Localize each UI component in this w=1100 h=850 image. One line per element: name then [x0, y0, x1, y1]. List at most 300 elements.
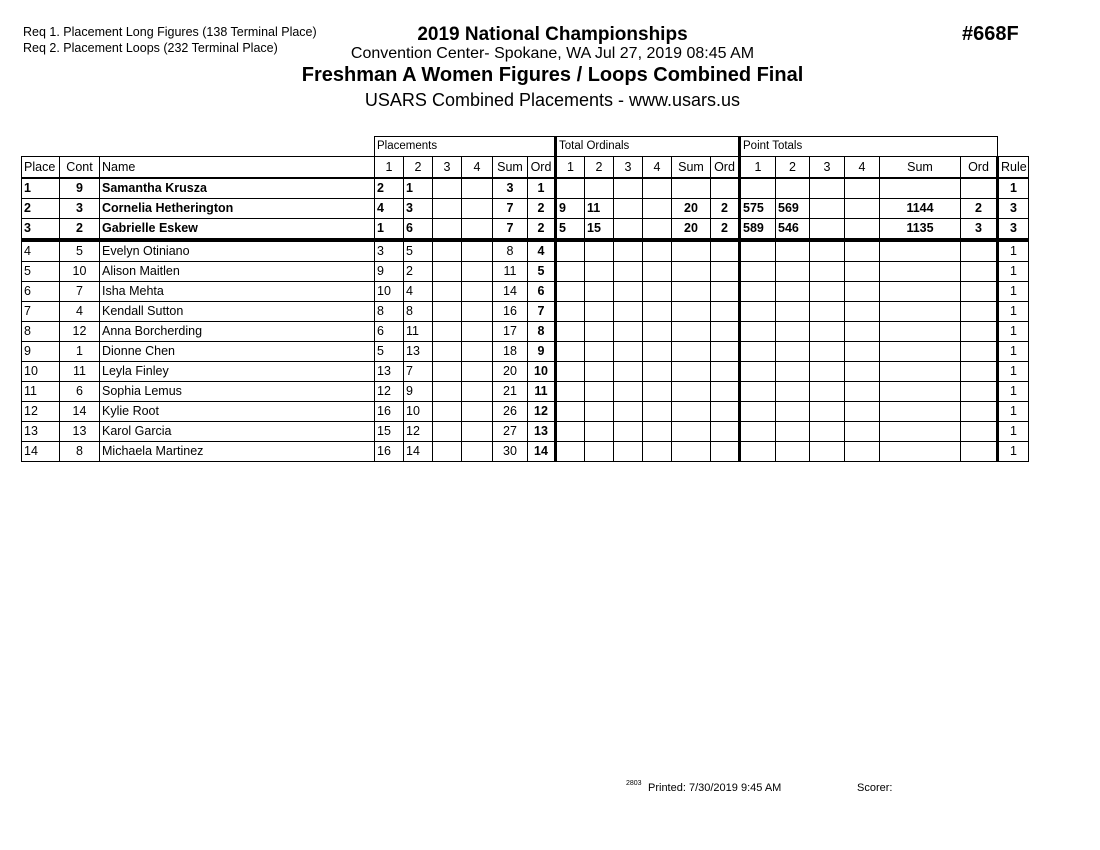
requirement-1: Req 1. Placement Long Figures (138 Terminal Place) [23, 25, 317, 39]
placement-cell [462, 362, 493, 382]
col-ordinal-sum: Sum [672, 157, 711, 179]
placement-sum: 27 [493, 422, 528, 442]
points-cell [810, 402, 845, 422]
ordinal-sum [672, 362, 711, 382]
ordinal-cell [643, 402, 672, 422]
placement-cell: 4 [375, 199, 404, 219]
points-cell [740, 322, 776, 342]
points-cell [845, 178, 880, 199]
points-cell [845, 240, 880, 262]
points-cell [776, 382, 810, 402]
placement-cell: 3 [404, 199, 433, 219]
placement-cell [462, 240, 493, 262]
placement-ord: 13 [528, 422, 556, 442]
points-cell [810, 240, 845, 262]
placement-cell: 7 [404, 362, 433, 382]
placement-cell: 5 [404, 240, 433, 262]
placement-cell [433, 442, 462, 462]
ordinal-cell [614, 199, 643, 219]
ordinal-cell [556, 282, 585, 302]
place-cell: 11 [22, 382, 60, 402]
col-points-4: 4 [845, 157, 880, 179]
points-cell [845, 342, 880, 362]
points-ord [961, 342, 998, 362]
ordinal-cell [556, 402, 585, 422]
points-sum [880, 262, 961, 282]
place-cell: 2 [22, 199, 60, 219]
points-cell [810, 219, 845, 241]
ordinal-cell [556, 240, 585, 262]
placement-sum: 26 [493, 402, 528, 422]
placement-sum: 16 [493, 302, 528, 322]
ordinal-cell [643, 362, 672, 382]
col-placement-3: 3 [433, 157, 462, 179]
points-ord: 3 [961, 219, 998, 241]
ordinal-cell [585, 362, 614, 382]
footer-stamp: 2803 [626, 780, 642, 787]
cont-cell: 6 [60, 382, 100, 402]
scorer-label: Scorer: [857, 782, 893, 794]
placement-cell [462, 178, 493, 199]
cont-cell: 1 [60, 342, 100, 362]
points-cell [845, 402, 880, 422]
points-cell [740, 262, 776, 282]
placement-cell [433, 302, 462, 322]
table-row [22, 240, 1029, 262]
placement-sum: 17 [493, 322, 528, 342]
points-ord [961, 322, 998, 342]
ordinal-sum [672, 178, 711, 199]
ordinal-cell [614, 422, 643, 442]
cont-cell: 13 [60, 422, 100, 442]
table-row [22, 219, 1029, 241]
col-cont: Cont [60, 157, 100, 179]
col-placement-2: 2 [404, 157, 433, 179]
points-cell [776, 322, 810, 342]
points-sum [880, 382, 961, 402]
skater-name: Gabrielle Eskew [100, 219, 375, 241]
cont-cell: 11 [60, 362, 100, 382]
points-ord [961, 362, 998, 382]
skater-name: Dionne Chen [100, 342, 375, 362]
skater-name: Anna Borcherding [100, 322, 375, 342]
ordinal-sum [672, 322, 711, 342]
placement-cell: 9 [404, 382, 433, 402]
placement-ord: 7 [528, 302, 556, 322]
ordinal-cell [643, 382, 672, 402]
points-cell [776, 402, 810, 422]
rule-cell: 1 [998, 342, 1029, 362]
placement-sum: 8 [493, 240, 528, 262]
points-cell [776, 442, 810, 462]
cont-cell: 4 [60, 302, 100, 322]
points-ord [961, 178, 998, 199]
ordinal-cell [556, 382, 585, 402]
placement-cell: 10 [375, 282, 404, 302]
points-sum: 1144 [880, 199, 961, 219]
ordinal-ord [711, 282, 740, 302]
placement-ord: 2 [528, 199, 556, 219]
place-cell: 10 [22, 362, 60, 382]
table-row [22, 382, 1029, 402]
ordinal-sum [672, 342, 711, 362]
table-row [22, 422, 1029, 442]
place-cell: 14 [22, 442, 60, 462]
ordinal-ord [711, 178, 740, 199]
ordinal-cell [643, 178, 672, 199]
group-point-totals: Point Totals [740, 137, 998, 157]
points-ord [961, 442, 998, 462]
points-cell [810, 199, 845, 219]
table-row [22, 342, 1029, 362]
table-row [22, 402, 1029, 422]
points-ord [961, 262, 998, 282]
ordinal-cell [585, 382, 614, 402]
skater-name: Isha Mehta [100, 282, 375, 302]
placement-cell: 10 [404, 402, 433, 422]
ordinal-cell [585, 240, 614, 262]
ordinal-sum [672, 402, 711, 422]
table-row [22, 282, 1029, 302]
placement-cell: 13 [404, 342, 433, 362]
placement-cell: 11 [404, 322, 433, 342]
ordinal-ord [711, 402, 740, 422]
placement-sum: 7 [493, 219, 528, 241]
table-row [22, 322, 1029, 342]
cont-cell: 7 [60, 282, 100, 302]
ordinal-cell [556, 262, 585, 282]
points-sum [880, 282, 961, 302]
ordinal-sum [672, 442, 711, 462]
points-cell [740, 402, 776, 422]
points-sum [880, 422, 961, 442]
ordinal-cell [556, 342, 585, 362]
points-sum [880, 322, 961, 342]
col-ordinal-3: 3 [614, 157, 643, 179]
placement-cell [433, 262, 462, 282]
points-cell [740, 362, 776, 382]
points-cell [740, 422, 776, 442]
requirement-2: Req 2. Placement Loops (232 Terminal Place) [23, 41, 278, 55]
placement-cell [462, 262, 493, 282]
placement-cell: 9 [375, 262, 404, 282]
ordinal-cell [585, 402, 614, 422]
points-cell [776, 302, 810, 322]
ordinal-sum [672, 240, 711, 262]
rule-cell: 1 [998, 322, 1029, 342]
placement-cell: 15 [375, 422, 404, 442]
points-cell [810, 282, 845, 302]
col-points-1: 1 [740, 157, 776, 179]
col-ordinal-2: 2 [585, 157, 614, 179]
skater-name: Cornelia Hetherington [100, 199, 375, 219]
rule-cell: 3 [998, 219, 1029, 241]
points-cell [845, 302, 880, 322]
placement-cell [462, 442, 493, 462]
group-placements: Placements [375, 137, 556, 157]
skater-name: Evelyn Otiniano [100, 240, 375, 262]
placement-cell [433, 282, 462, 302]
ordinal-cell [614, 219, 643, 241]
points-cell [845, 442, 880, 462]
col-points-2: 2 [776, 157, 810, 179]
placement-cell [462, 302, 493, 322]
placement-cell [462, 382, 493, 402]
table-row [22, 442, 1029, 462]
ordinal-cell [585, 342, 614, 362]
ordinal-cell [556, 362, 585, 382]
points-cell: 569 [776, 199, 810, 219]
points-cell [776, 342, 810, 362]
place-cell: 7 [22, 302, 60, 322]
placement-ord: 14 [528, 442, 556, 462]
ordinal-sum [672, 382, 711, 402]
group-total-ordinals: Total Ordinals [556, 137, 740, 157]
place-cell: 13 [22, 422, 60, 442]
points-ord [961, 240, 998, 262]
placement-cell: 2 [375, 178, 404, 199]
placement-ord: 2 [528, 219, 556, 241]
points-cell [845, 199, 880, 219]
ordinal-ord [711, 382, 740, 402]
skater-name: Kendall Sutton [100, 302, 375, 322]
cont-cell: 9 [60, 178, 100, 199]
event-number: #668F [962, 23, 1019, 45]
placement-sum: 20 [493, 362, 528, 382]
ordinal-cell [643, 422, 672, 442]
ordinal-cell [585, 282, 614, 302]
ordinal-cell [556, 302, 585, 322]
points-cell [810, 342, 845, 362]
table-row [22, 178, 1029, 199]
placement-ord: 12 [528, 402, 556, 422]
points-cell [810, 422, 845, 442]
points-sum [880, 178, 961, 199]
points-cell [810, 178, 845, 199]
ordinal-cell [643, 240, 672, 262]
ordinal-sum: 20 [672, 219, 711, 241]
ordinal-ord [711, 262, 740, 282]
col-name: Name [100, 157, 375, 179]
ordinal-cell [556, 422, 585, 442]
ordinal-ord [711, 342, 740, 362]
ordinal-cell [643, 262, 672, 282]
placement-cell: 6 [404, 219, 433, 241]
table-row [22, 262, 1029, 282]
points-cell [810, 362, 845, 382]
points-cell [845, 422, 880, 442]
points-cell [845, 322, 880, 342]
ordinal-cell [614, 282, 643, 302]
ordinal-cell [614, 302, 643, 322]
ordinal-cell [643, 442, 672, 462]
ordinal-cell [585, 302, 614, 322]
points-cell [776, 240, 810, 262]
points-cell [810, 302, 845, 322]
points-cell [776, 422, 810, 442]
col-points-sum: Sum [880, 157, 961, 179]
placement-cell: 1 [404, 178, 433, 199]
rule-cell: 3 [998, 199, 1029, 219]
ordinal-ord [711, 302, 740, 322]
ordinal-cell: 11 [585, 199, 614, 219]
col-ordinal-ord: Ord [711, 157, 740, 179]
rule-cell: 1 [998, 402, 1029, 422]
column-header-row [22, 157, 1029, 179]
placement-sum: 7 [493, 199, 528, 219]
rule-cell: 1 [998, 382, 1029, 402]
points-cell [776, 362, 810, 382]
ordinal-cell [585, 322, 614, 342]
placement-cell: 8 [404, 302, 433, 322]
col-placement-ord: Ord [528, 157, 556, 179]
place-cell: 4 [22, 240, 60, 262]
placement-sum: 11 [493, 262, 528, 282]
ordinal-cell [614, 240, 643, 262]
points-ord [961, 402, 998, 422]
ordinal-cell [614, 322, 643, 342]
points-ord [961, 422, 998, 442]
place-cell: 1 [22, 178, 60, 199]
ordinal-cell [614, 442, 643, 462]
rule-cell: 1 [998, 178, 1029, 199]
points-sum [880, 342, 961, 362]
ordinal-cell [614, 342, 643, 362]
ordinal-cell: 9 [556, 199, 585, 219]
event-subtitle: USARS Combined Placements - www.usars.us [364, 90, 741, 110]
points-cell [810, 442, 845, 462]
cont-cell: 2 [60, 219, 100, 241]
skater-name: Kylie Root [100, 402, 375, 422]
placement-ord: 6 [528, 282, 556, 302]
points-cell [810, 382, 845, 402]
place-cell: 12 [22, 402, 60, 422]
rule-cell: 1 [998, 262, 1029, 282]
points-cell [845, 282, 880, 302]
ordinal-cell [614, 382, 643, 402]
ordinal-ord [711, 422, 740, 442]
cont-cell: 14 [60, 402, 100, 422]
ordinal-sum [672, 282, 711, 302]
points-cell [740, 302, 776, 322]
placement-ord: 9 [528, 342, 556, 362]
placement-cell [433, 422, 462, 442]
points-cell: 589 [740, 219, 776, 241]
placement-sum: 30 [493, 442, 528, 462]
rule-cell: 1 [998, 422, 1029, 442]
points-cell [845, 362, 880, 382]
col-ordinal-4: 4 [643, 157, 672, 179]
ordinal-cell [614, 362, 643, 382]
placement-sum: 14 [493, 282, 528, 302]
points-cell [810, 262, 845, 282]
placement-cell [462, 322, 493, 342]
skater-name: Samantha Krusza [100, 178, 375, 199]
placement-ord: 4 [528, 240, 556, 262]
placement-cell [462, 199, 493, 219]
col-points-3: 3 [810, 157, 845, 179]
placement-ord: 8 [528, 322, 556, 342]
group-header-row [22, 137, 1029, 157]
col-place: Place [22, 157, 60, 179]
placement-cell [433, 178, 462, 199]
points-cell [810, 322, 845, 342]
ordinal-ord [711, 362, 740, 382]
rule-cell: 1 [998, 442, 1029, 462]
ordinal-ord [711, 240, 740, 262]
ordinal-ord [711, 442, 740, 462]
ordinal-sum [672, 262, 711, 282]
col-ordinal-1: 1 [556, 157, 585, 179]
points-cell [740, 178, 776, 199]
place-cell: 5 [22, 262, 60, 282]
ordinal-cell [614, 262, 643, 282]
col-placement-sum: Sum [493, 157, 528, 179]
points-sum [880, 362, 961, 382]
placement-cell [462, 342, 493, 362]
points-sum [880, 442, 961, 462]
placement-cell: 13 [375, 362, 404, 382]
points-cell [776, 178, 810, 199]
ordinal-cell: 15 [585, 219, 614, 241]
points-cell [776, 282, 810, 302]
placement-cell: 12 [404, 422, 433, 442]
placement-sum: 3 [493, 178, 528, 199]
printed-date: Printed: 7/30/2019 9:45 AM [648, 782, 782, 794]
placement-cell [462, 402, 493, 422]
cont-cell: 12 [60, 322, 100, 342]
placement-cell [462, 282, 493, 302]
points-ord [961, 282, 998, 302]
placement-ord: 1 [528, 178, 556, 199]
placement-cell: 16 [375, 442, 404, 462]
placement-sum: 21 [493, 382, 528, 402]
points-sum: 1135 [880, 219, 961, 241]
place-cell: 8 [22, 322, 60, 342]
ordinal-sum [672, 422, 711, 442]
points-cell [845, 262, 880, 282]
rule-cell: 1 [998, 302, 1029, 322]
placement-cell: 2 [404, 262, 433, 282]
skater-name: Michaela Martinez [100, 442, 375, 462]
championship-title: 2019 National Championships [417, 24, 688, 45]
placement-cell: 4 [404, 282, 433, 302]
rule-cell: 1 [998, 282, 1029, 302]
placement-cell [433, 382, 462, 402]
points-cell: 546 [776, 219, 810, 241]
placement-cell [433, 219, 462, 241]
points-cell [845, 382, 880, 402]
ordinal-sum [672, 302, 711, 322]
ordinal-ord: 2 [711, 199, 740, 219]
skater-name: Leyla Finley [100, 362, 375, 382]
rule-cell: 1 [998, 240, 1029, 262]
points-ord: 2 [961, 199, 998, 219]
placement-cell: 16 [375, 402, 404, 422]
ordinal-cell [585, 442, 614, 462]
ordinal-ord [711, 322, 740, 342]
points-cell [776, 262, 810, 282]
col-placement-1: 1 [375, 157, 404, 179]
placement-cell: 12 [375, 382, 404, 402]
ordinal-cell [643, 342, 672, 362]
ordinal-cell [585, 422, 614, 442]
points-ord [961, 382, 998, 402]
placement-ord: 11 [528, 382, 556, 402]
ordinal-ord: 2 [711, 219, 740, 241]
ordinal-cell [643, 199, 672, 219]
placement-cell: 1 [375, 219, 404, 241]
